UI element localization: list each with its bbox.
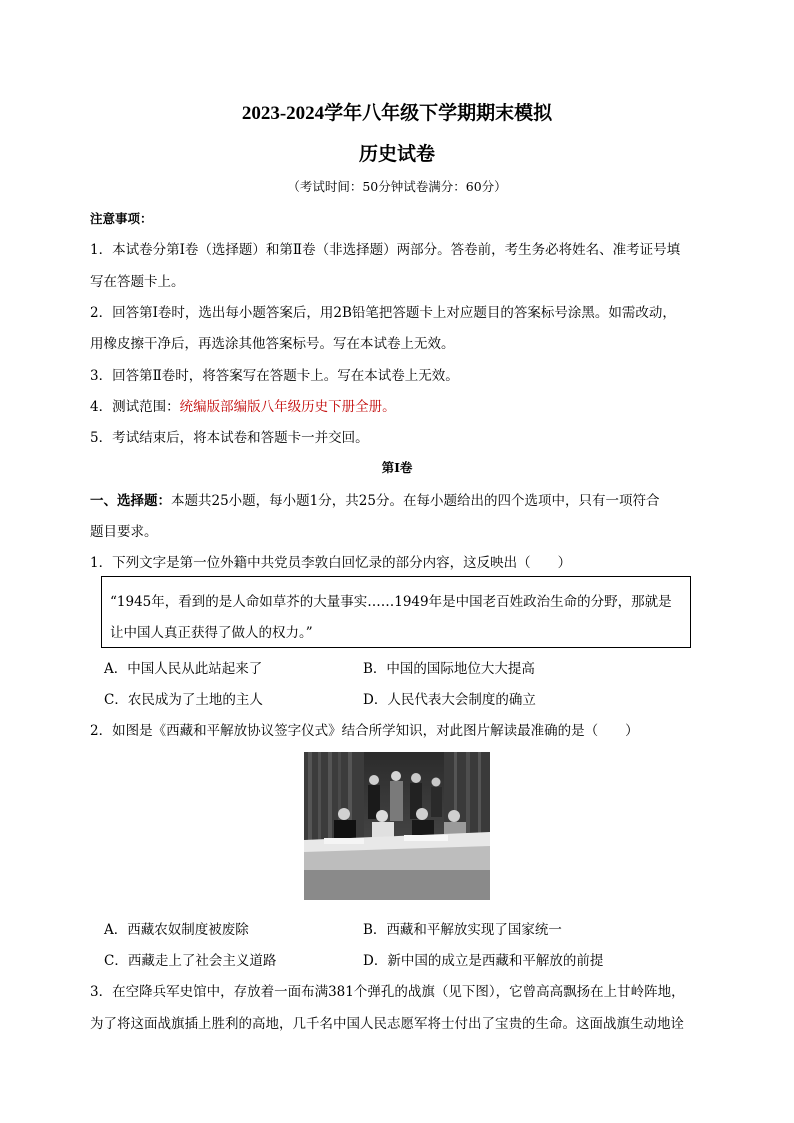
exam-subject: 历史试卷: [358, 143, 435, 165]
q1-option-c: C．农民成为了土地的主人: [104, 692, 263, 708]
q1-quote-box: [101, 576, 691, 648]
q1-quote-line-2: 让中国人真正获得了做人的权力。”: [110, 625, 313, 641]
q1-option-d: D．人民代表大会制度的确立: [363, 692, 536, 708]
q2-stem: 2．如图是《西藏和平解放协议签字仪式》结合所学知识，对此图片解读最准确的是（ ）: [90, 723, 639, 739]
section-1-line-2: 题目要求。: [90, 524, 158, 540]
signing-ceremony-illustration: [304, 752, 490, 900]
q1-stem: 1．下列文字是第一位外籍中共党员李敦白回忆录的部分内容，这反映出（ ）: [90, 555, 572, 571]
note-2-line-1: 2．回答第Ⅰ卷时，选出每小题答案后，用2B铅笔把答题卡上对应题目的答案标号涂黑。如需改动，: [90, 305, 676, 321]
note-2-line-2: 用橡皮擦干净后，再选涂其他答案标号。写在本试卷上无效。: [90, 336, 455, 352]
q1-option-b: B．中国的国际地位大大提高: [363, 661, 535, 677]
q3-line-1: 3．在空降兵军史馆中，存放着一面布满381个弹孔的战旗（见下图），它曾高高飘扬在上甘岭阵地，: [90, 984, 685, 1000]
q2-option-d: D．新中国的成立是西藏和平解放的前提: [363, 953, 604, 969]
note-4-prefix: 4．测试范围：: [90, 399, 180, 415]
q1-option-a: A．中国人民从此站起来了: [104, 661, 263, 677]
section-1-line-1: [90, 489, 659, 509]
part-1-label: 第Ⅰ卷: [381, 460, 413, 475]
section-1-desc: 本题共25小题，每小题1分，共25分。在每小题给出的四个选项中，只有一项符合: [171, 493, 660, 509]
q2-option-c: C．西藏走上了社会主义道路: [104, 953, 277, 969]
notes-heading: 注意事项：: [90, 211, 153, 226]
note-1-line-1: 1．本试卷分第Ⅰ卷（选择题）和第Ⅱ卷（非选择题）两部分。答卷前，考生务必将姓名、准考证号填: [90, 242, 681, 258]
q2-option-a: A．西藏农奴制度被废除: [104, 922, 249, 938]
exam-title: 2023-2024学年八年级下学期期末模拟: [241, 103, 553, 124]
q2-option-b: B．西藏和平解放实现了国家统一: [363, 922, 562, 938]
q1-quote-line-1: “1945年，看到的是人命如草芥的大量事实……1949年是中国老百姓政治生命的分野，那就是: [110, 594, 672, 610]
note-1-line-2: 写在答题卡上。: [90, 274, 185, 290]
q3-line-2: 为了将这面战旗插上胜利的高地，几千名中国人民志愿军将士付出了宝贵的生命。这面战旗生动地诠: [90, 1016, 684, 1032]
note-3: 3．回答第Ⅱ卷时，将答案写在答题卡上。写在本试卷上无效。: [90, 368, 459, 384]
note-4: [90, 395, 396, 415]
exam-info: （考试时间：50分钟试卷满分：60分）: [287, 179, 507, 194]
section-1-heading: 一、选择题：: [90, 493, 171, 509]
note-5: 5．考试结束后，将本试卷和答题卡一并交回。: [90, 430, 369, 446]
note-4-range: 统编版部编版八年级历史下册全册。: [179, 399, 396, 415]
signing-ceremony-photo: [304, 752, 490, 900]
